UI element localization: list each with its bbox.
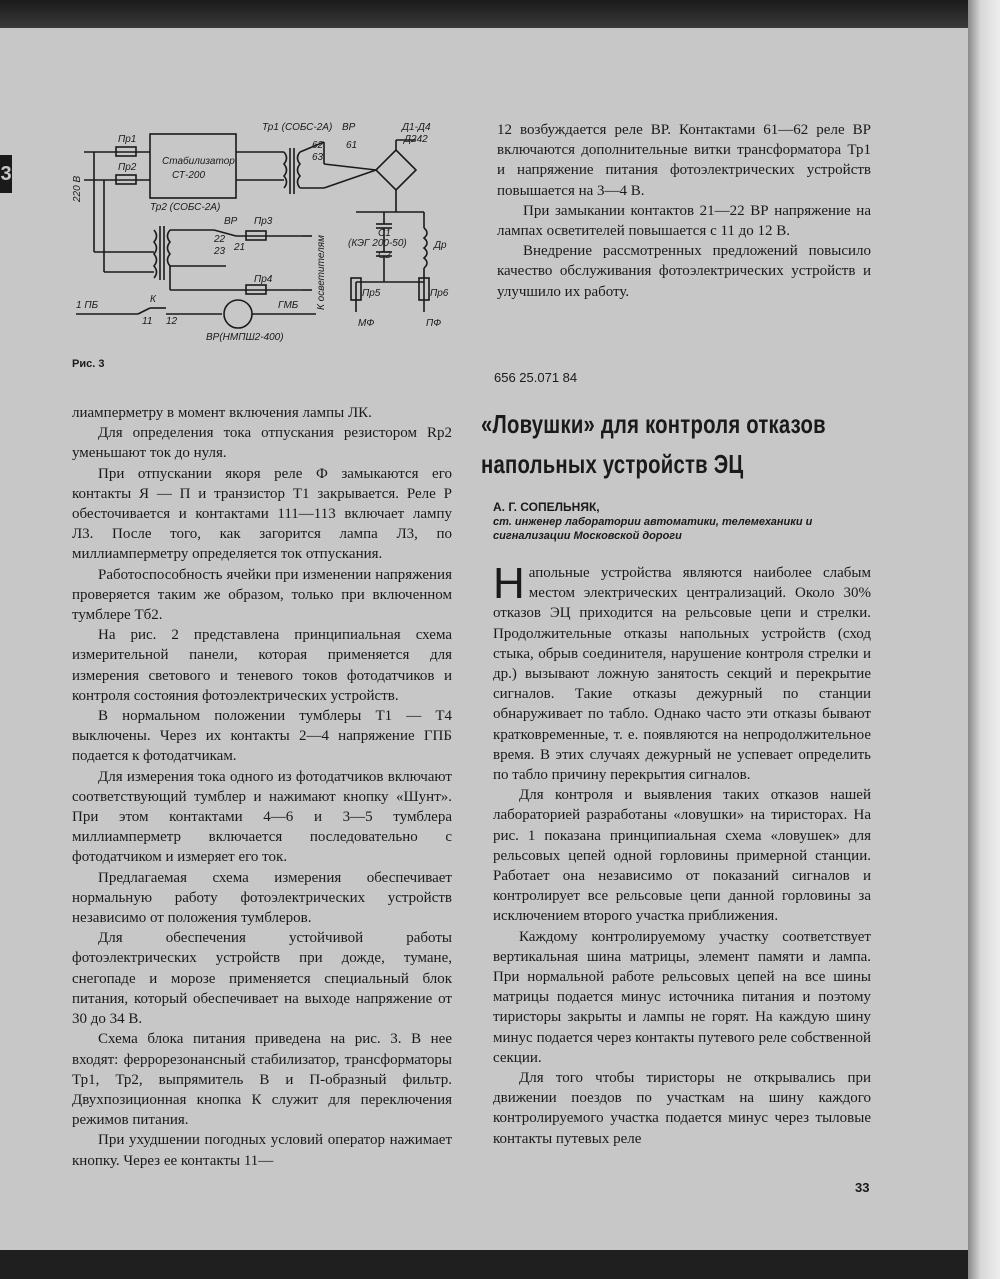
contact-label: 23 (214, 246, 226, 257)
contact-label: 21 (234, 242, 246, 253)
fuse-label: Пр5 (362, 288, 381, 299)
capacitor-label: С1 (378, 228, 391, 239)
fuse-label: Пр4 (254, 274, 273, 285)
stabilizer-label: Стабилизатор (162, 156, 235, 167)
contact-label: 62 (312, 140, 324, 151)
paragraph: Предлагаемая схема измерения обеспечивает нормальную работу фотоэлектрических устройств независимо от положения тумблеров. (72, 869, 452, 927)
capacitor-label: С2 (378, 250, 391, 261)
paragraph: Каждому контролируемому участку соответствует вертикальная шина матрицы, элемент памяти и лампа. При нормальной работе рельсовых цепей на все шины матрицы подается минус источника питания и поэтому тиристоры закрыты и лампы не горят. На каждую шину минус подается через контакты путевого реле собственной секции. (493, 928, 871, 1066)
paragraph: На рис. 2 представлена принципиальная схема измерительной панели, которая применяется для измерения светового и теневого токов фотодатчиков и контроля состояния фотоэлектрических устройств. (72, 627, 452, 704)
diodes-label: Д1-Д4 (402, 122, 431, 133)
paragraph: Для измерения тока одного из фотодатчиков включают соответствующий тумблер и нажимают кнопку «Шунт». При этом контактами 4—6 и 3—5 тумблера миллиамперметр включается последовательно с фотодатчиком и измеряет его ток. (72, 768, 452, 866)
lamps-label: К осветителям (316, 235, 327, 310)
paragraph: В нормальном положении тумблеры Т1 — Т4 выключены. Через их контакты 2—4 напряжение ГПБ подается к фотодатчикам. (72, 708, 452, 765)
voltage-label: 220 В (72, 175, 83, 202)
fuse-label: Пр3 (254, 216, 273, 227)
left-column-text (72, 403, 452, 1171)
paragraph: При отпускании якоря реле Ф замыкаются его контакты Я — П и транзистор Т1 закрывается. Реле Р обесточивается и контактами 111—113 включает лампу Л3. После того, как загорится лампа Л3, по миллиамперметру определяется ток отпускания. (72, 465, 452, 563)
output-label: МФ (358, 318, 375, 329)
paragraph: Для контроля и выявления таких отказов нашей лабораторией разработаны «ловушки» на тиристорах. На рис. 1 показана принципиальная схема «ловушек» для рельсовых цепей одной горловины примерной станции. Работает она независимо от показаний сигналов и контролирует все рельсовые цепи данной горловины за исключением второго участка приближения. (493, 787, 871, 925)
author-position: ст. инженер лаборатории автоматики, телемеханики и сигнализации Московской дороги (493, 516, 813, 542)
diode-type-label: Д242 (404, 134, 428, 145)
page-number: 33 (855, 1180, 870, 1195)
contact-label: 61 (346, 140, 358, 151)
power-bus-label: 1 ПБ (76, 300, 99, 311)
paragraph: лиамперметру в момент включения лампы ЛК. (72, 405, 372, 421)
article-body (493, 559, 871, 1149)
paragraph: Работоспособность ячейки при изменении напряжения проверяется таким же образом, только при включенном тумблере Тб2. (72, 566, 452, 624)
relay-label: ВР (342, 122, 356, 133)
paragraph: При ухудшении погодных условий оператор нажимает кнопку. Через ее контакты 11— (72, 1132, 452, 1169)
bus-label: ГМБ (278, 300, 299, 311)
paragraph: Для того чтобы тиристоры не открывались при движении поездов по участкам на шину каждого контролируемого участка подается минус через тыловые контакты путевых реле (493, 1070, 871, 1147)
contact-label: 63 (312, 152, 324, 163)
section-tab-marker: 3 (0, 155, 12, 193)
capacitor-type-label: (КЭГ 200-50) (348, 238, 407, 249)
title-line: «Ловушки» для контроля отказов (481, 409, 826, 439)
right-column-continuation (497, 120, 871, 302)
lead-text: апольные устройства являются наиболее слабым местом электрических централизаций. Около 30% отказов ЭЦ приходится на рельсовые цепи и стрелки. Продолжительные отказы напольных устройств (сход стыка, обрыв соединителя, нарушение контроля стрелки и др.) вызывают ложную занятость секций и перекрытие сигналов. Такие отказы дежурный по станции обнаруживает по табло. Однако часто эти отказы бывают кратковременные, т. е. появляются на непродолжительное время. В этих случаях дежурный не успевает определить по табло причину перекрытия сигналов. (493, 565, 871, 784)
paragraph: Для определения тока отпускания резистором Rр2 уменьшают ток до нуля. (72, 425, 452, 462)
paragraph: При замыкании контактов 21—22 ВР напряжение на лампах осветителей повышается с 11 до 12 В. (497, 202, 871, 240)
fuse-label: Пр1 (118, 134, 137, 145)
scan-bottom-edge (0, 1250, 968, 1279)
contact-label: 11 (142, 316, 153, 327)
output-label: ПФ (426, 318, 442, 329)
contact-label: 12 (166, 316, 178, 327)
fuse-label: Пр2 (118, 162, 137, 173)
relay-label: ВР (224, 216, 238, 227)
article-title (481, 404, 871, 484)
choke-label: Др (434, 240, 447, 251)
drop-cap: Н (493, 559, 525, 608)
paragraph: Схема блока питания приведена на рис. 3. В нее входят: феррорезонансный стабилизатор, трансформаторы Тр1, Тр2, выпрямитель В и П-образный фильтр. Двухпозиционная кнопка К служит для переключения режимов питания. (72, 1031, 452, 1129)
udc-code: 656 25.071 84 (494, 370, 578, 385)
relay-model-label: ВР(НМПШ2-400) (206, 332, 284, 343)
transformer-label: Тр2 (СОБС-2А) (150, 202, 221, 213)
power-supply-circuit-diagram (66, 112, 466, 352)
figure-caption: Рис. 3 (72, 358, 105, 370)
button-label: К (150, 294, 156, 305)
paragraph: 12 возбуждается реле ВР. Контактами 61—62 реле ВР включаются дополнительные витки трансформатора Тр1 и напряжение питания фотоэлектрических устройств повышается на 3—4 В. (497, 122, 871, 199)
stabilizer-model: СТ-200 (172, 170, 206, 181)
contact-label: 22 (214, 234, 226, 245)
fuse-label: Пр6 (430, 288, 449, 299)
author-name: А. Г. СОПЕЛЬНЯК, (493, 500, 600, 514)
title-line: напольных устройств ЭЦ (481, 449, 744, 479)
scan-right-edge (968, 0, 1000, 1279)
lead-paragraph (493, 559, 871, 785)
transformer-label: Тр1 (СОБС-2А) (262, 122, 333, 133)
paragraph: Внедрение рассмотренных предложений повысило качество обслуживания фотоэлектрических устройств и улучшило их работу. (497, 243, 871, 300)
scan-top-edge (0, 0, 968, 28)
paragraph: Для обеспечения устойчивой работы фотоэлектрических устройств при дожде, тумане, снегопаде и морозе применяется специальный блок питания, который обеспечивает на выходе напряжение от 30 до 34 В. (72, 930, 452, 1028)
